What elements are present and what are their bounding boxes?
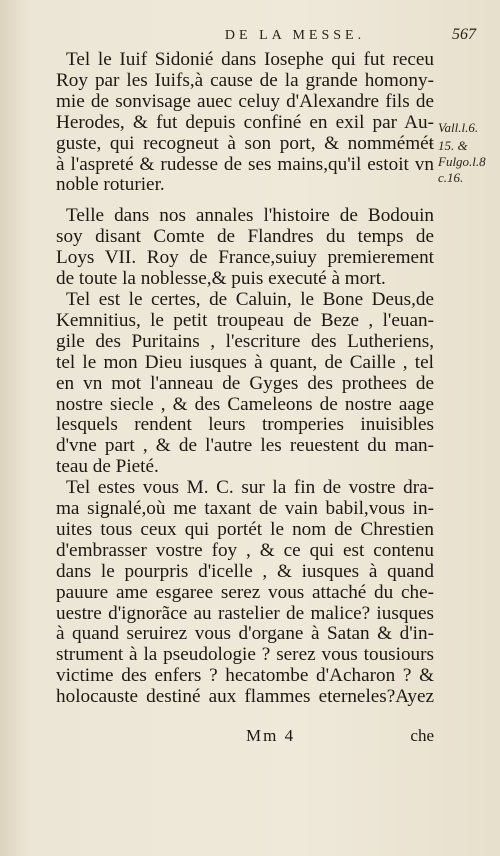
text-line: Telle dans nos annales l'histoire de Bodouin bbox=[66, 205, 434, 227]
text-line: à l'aspreté & rudesse de ses mains,qu'il estoit vn bbox=[56, 153, 434, 175]
text-line: Loys VII. Roy de France,suiuy premierement bbox=[56, 247, 434, 269]
text-line: ma signalé,où me taxant de vain babil,vous in- bbox=[56, 498, 434, 520]
text-line: Tel le Iuif Sidonié dans Iosephe qui fut receu bbox=[66, 49, 434, 70]
text-line: gile des Puritains , l'escriture des Lutheriens, bbox=[56, 330, 434, 352]
margin-note: Fulgo.l.8 bbox=[438, 154, 486, 169]
text-line: de toute la noblesse,& puis executé à mort. bbox=[56, 268, 386, 290]
page-number: 567 bbox=[452, 26, 476, 43]
margin-note: c.16. bbox=[438, 170, 464, 185]
text-line: soy disant Comte de Flandres du temps de bbox=[56, 226, 434, 248]
margin-note: 15. & bbox=[438, 138, 468, 153]
text-line: dans le pourpris d'icelle , & iusques à quand bbox=[56, 560, 434, 582]
text-line: en vn mot l'anneau de Gyges des prothees de bbox=[56, 372, 434, 394]
text-line: holocauste destiné aux flammes eterneles?Ayez bbox=[56, 686, 434, 708]
running-title: DE LA MESSE. bbox=[224, 28, 366, 43]
text-line: d'embrasser vostre foy , & ce qui est contenu bbox=[56, 539, 434, 561]
text-line: nostre siecle , & des Cameleons de nostre aage bbox=[56, 393, 434, 415]
text-line: pauure ame esgaree serez vous attaché du che- bbox=[56, 581, 434, 603]
signature-mark: Mm 4 bbox=[246, 726, 296, 745]
text-line: victime des enfers ? hecatombe d'Acharon ? & bbox=[56, 665, 434, 687]
text-line: teau de Pieté. bbox=[56, 456, 159, 478]
text-line: à quand seruirez vous d'organe à Satan & d'in- bbox=[56, 623, 434, 645]
text-line: uestre d'ignorãce au rastelier de malice? iusques bbox=[56, 602, 434, 624]
text-line: mie de sonvisage auec celuy d'Alexandre fils de bbox=[56, 90, 434, 112]
text-line: guste, qui recogneut à son port, & nomméméŧ bbox=[56, 132, 434, 154]
text-line: Kemnitius, le petit troupeau de Beze , l'euan- bbox=[56, 309, 434, 331]
page-body bbox=[56, 50, 434, 708]
text-line: Tel est le certes, de Caluin, le Bone Deus,de bbox=[66, 288, 434, 310]
text-line: Herodes, & fut depuis confiné en exil par Au- bbox=[56, 111, 434, 133]
margin-note: Vall.l.6. bbox=[438, 120, 479, 135]
text-line: tel le mon Dieu iusques à quant, de Caille , tel bbox=[56, 351, 434, 373]
text-line: noble roturier. bbox=[56, 174, 165, 196]
text-line: d'vne part , & de l'autre les reuestent du man- bbox=[56, 435, 434, 457]
text-line: Tel estes vous M. C. sur la fin de vostre dra- bbox=[66, 477, 434, 499]
text-line: strument à la pseudologie ? serez vous tousiours bbox=[56, 644, 434, 666]
text-line: lesquels rendent leurs tromperies inuisibles bbox=[56, 414, 434, 436]
text-line: uites tous ceux qui portét le nom de Chrestien bbox=[56, 518, 434, 540]
page-footer bbox=[56, 726, 434, 748]
catchword: che bbox=[410, 726, 434, 745]
text-line: Roy par les Iuifs,à cause de la grande homony- bbox=[56, 69, 434, 91]
